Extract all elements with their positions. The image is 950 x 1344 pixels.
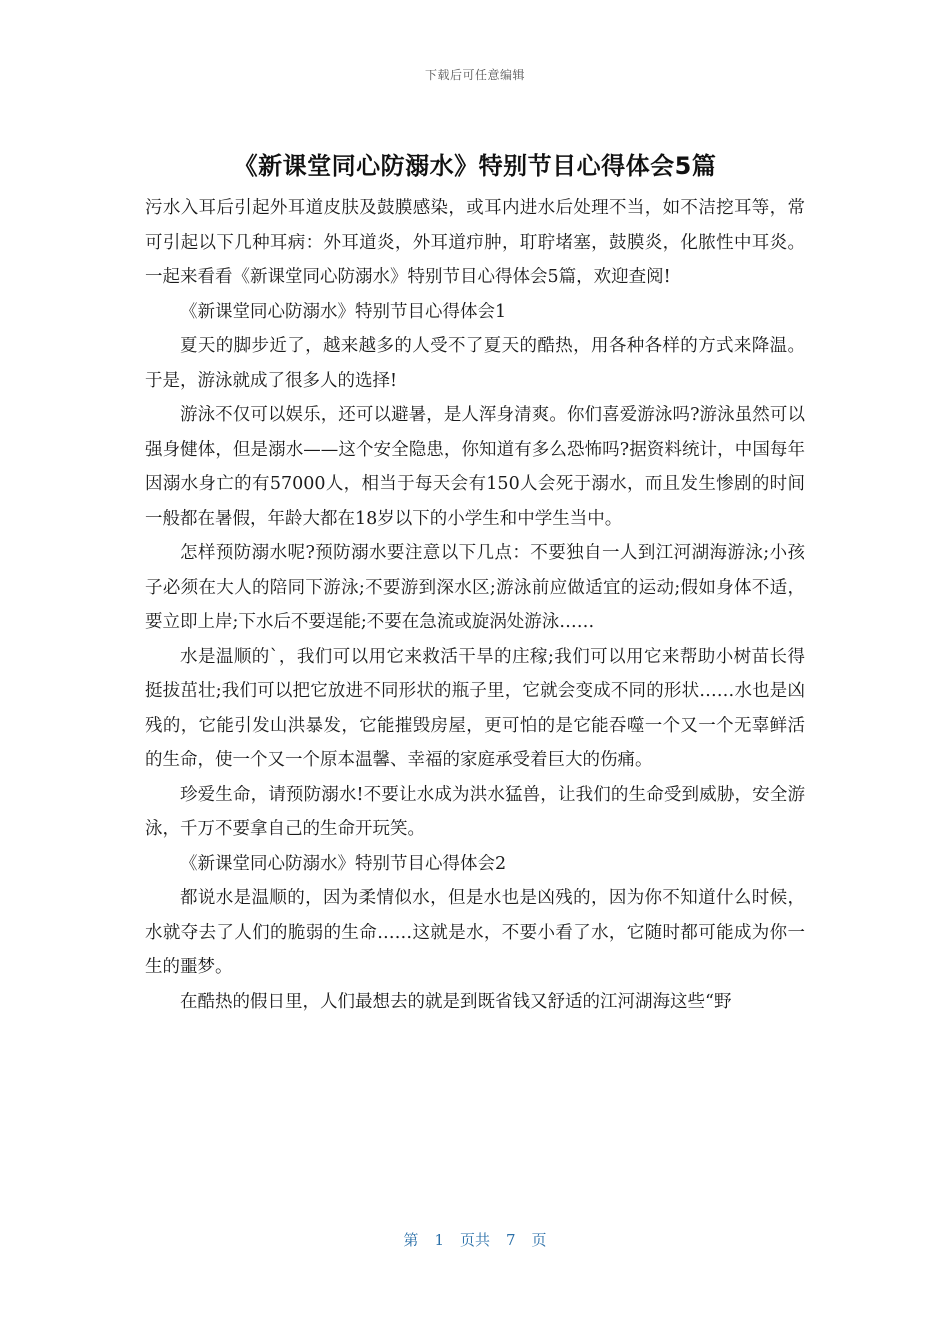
footer-word-of: 页共 (459, 1231, 490, 1249)
paragraph: 怎样预防溺水呢?预防溺水要注意以下几点：不要独自一人到江河湖海游泳;小孩子必须在大人的陪同下游泳;不要游到深水区;游泳前应做适宜的运动;假如身体不适，要立即上岸;下水后不要逞能;不要在急流或旋涡处游泳…… (145, 543, 805, 632)
paragraph: 珍爱生命，请预防溺水!不要让水成为洪水猛兽，让我们的生命受到威胁，安全游泳，千万不要拿自己的生命开玩笑。 (145, 784, 805, 839)
paragraph: 游泳不仅可以娱乐，还可以避暑，是人浑身清爽。你们喜爱游泳吗?游泳虽然可以强身健体，但是溺水——这个安全隐患，你知道有多么恐怖吗?据资料统计，中国每年因溺水身亡的有57000人，相当于每天会有150人会死于溺水，而且发生惨剧的时间一般都在暑假，年龄大都在18岁以下的小学生和中学生当中。 (145, 405, 805, 529)
section-heading-2: 《新课堂同心防溺水》特别节目心得体会2 (180, 853, 507, 874)
paragraph: 在酷热的假日里，人们最想去的就是到既省钱又舒适的江河湖海这些“野 (180, 991, 732, 1012)
section-heading-1: 《新课堂同心防溺水》特别节目心得体会1 (180, 301, 507, 322)
paragraph: 夏天的脚步近了，越来越多的人受不了夏天的酷热，用各种各样的方式来降温。于是，游泳就成了很多人的选择! (145, 336, 805, 391)
total-pages-number: 7 (506, 1231, 516, 1249)
document-body (145, 191, 805, 1019)
footer-word-end: 页 (531, 1231, 547, 1249)
paragraph: 水是温顺的`，我们可以用它来救活干旱的庄稼;我们可以用它来帮助小树苗长得挺拔茁壮;我们可以把它放进不同形状的瓶子里，它就会变成不同的形状……水也是凶残的，它能引发山洪暴发，它能摧毁房屋，更可怕的是它能吞噬一个又一个无辜鲜活的生命，使一个又一个原本温馨、幸福的家庭承受着巨大的伤痛。 (145, 646, 805, 770)
current-page-number: 1 (434, 1231, 444, 1249)
document-title: 《新课堂同心防溺水》特别节目心得体会5篇 (233, 152, 717, 180)
footer-word-page: 第 (403, 1231, 419, 1249)
page-header-note: 下载后可任意编辑 (424, 68, 525, 82)
paragraph: 都说水是温顺的，因为柔情似水，但是水也是凶残的，因为你不知道什么时候，水就夺去了人们的脆弱的生命……这就是水，不要小看了水，它随时都可能成为你一生的噩梦。 (145, 888, 805, 977)
paragraph-intro: 污水入耳后引起外耳道皮肤及鼓膜感染，或耳内进水后处理不当，如不洁挖耳等，常可引起以下几种耳病：外耳道炎，外耳道疖肿，耵聍堵塞，鼓膜炎，化脓性中耳炎。一起来看看《新课堂同心防溺水》特别节目心得体会5篇，欢迎查阅! (145, 198, 805, 287)
page-number-footer (0, 1229, 950, 1250)
